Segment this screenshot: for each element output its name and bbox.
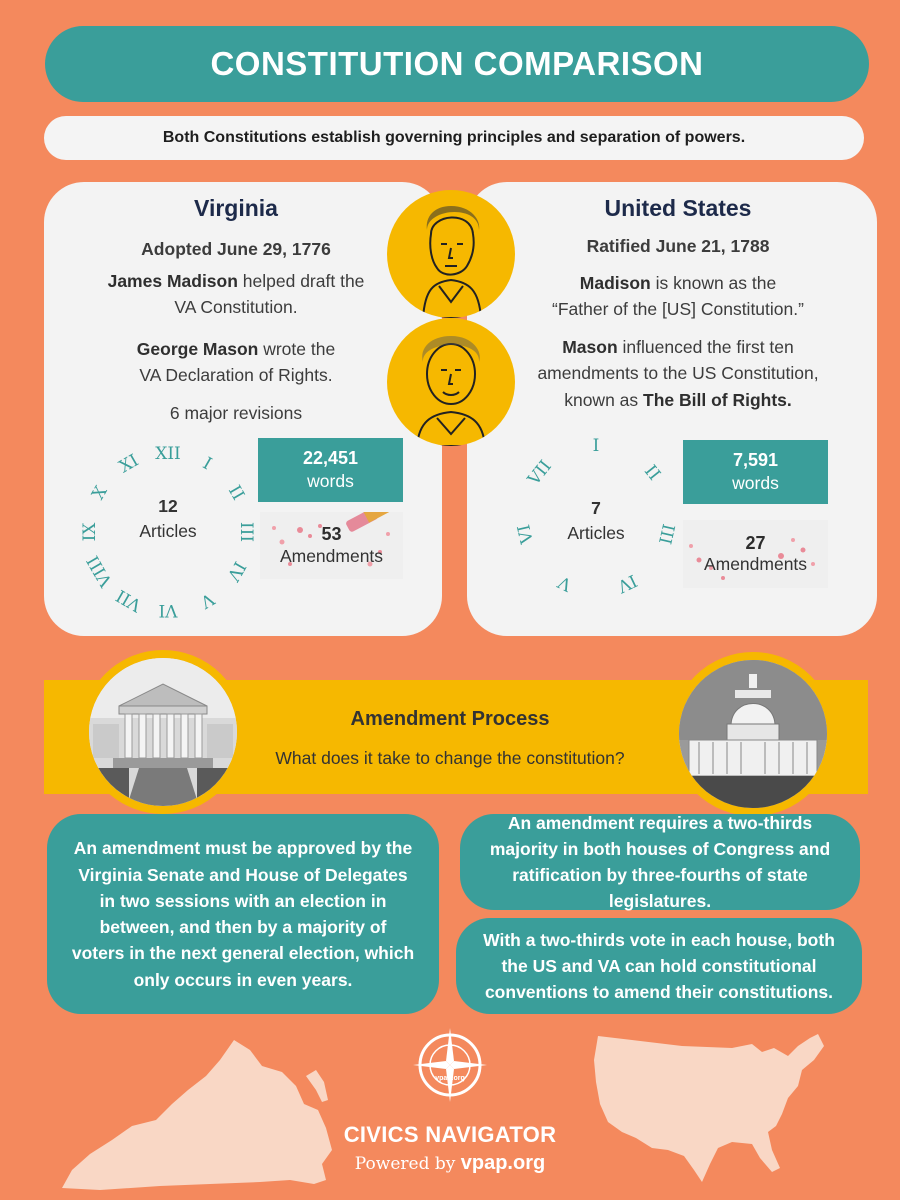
virginia-capitol-photo (81, 650, 245, 814)
us-madison-line1: is known as the (650, 273, 777, 293)
civics-navigator-brand: CIVICS NAVIGATOR (343, 1122, 557, 1147)
virginia-words-box (258, 438, 403, 502)
virginia-adopted-date: Adopted June 29, 1776 (141, 239, 331, 259)
us-heading: United States (604, 195, 752, 221)
va-clock-numeral-vi: VI (158, 600, 178, 620)
va-clock-numeral-viii: VIII (83, 551, 118, 591)
va-capitol-building-icon (89, 658, 237, 806)
us-clock-numeral-vii: VII (523, 456, 556, 490)
va-clock-numeral-xi: XI (115, 451, 143, 478)
us-madison-name: Madison (579, 273, 651, 293)
virginia-articles (118, 494, 218, 543)
us-clock-numeral-iii: III (654, 521, 679, 547)
virginia-revisions: 6 major revisions (169, 403, 303, 423)
us-clock-numeral-ii: II (640, 461, 665, 485)
virginia-articles-label: Articles (139, 520, 197, 541)
virginia-mason-name: George Mason (136, 339, 259, 359)
page-title: CONSTITUTION COMPARISON (210, 45, 704, 82)
powered-by-label: Powered by (354, 1154, 461, 1174)
virginia-madison-text (80, 268, 392, 321)
virginia-words-count: 22,451 (302, 448, 359, 469)
us-clock-numeral-i: I (592, 436, 600, 456)
us-articles (546, 496, 646, 545)
us-mason-line3: known as (564, 389, 644, 410)
us-words-label: words (732, 473, 779, 494)
virginia-amendments-count: 53 (321, 524, 342, 545)
va-clock-numeral-ii: II (223, 482, 248, 504)
va-clock-numeral-ix: IX (80, 522, 100, 542)
powered-by (0, 1152, 900, 1175)
us-amendment-text: An amendment requires a two-thirds majority in both houses of Congress and ratification by three-fourths of state legislatures. (489, 812, 831, 912)
virginia-mason-line1: wrote the (258, 339, 336, 359)
va-clock-numeral-iii: III (236, 521, 256, 543)
virginia-words-label: words (307, 471, 354, 492)
us-clock-numeral-vi: VI (513, 522, 538, 546)
us-articles-count: 7 (591, 498, 601, 518)
title-banner (45, 26, 869, 102)
james-madison-portrait (387, 190, 515, 318)
amendment-process-title: Amendment Process (350, 708, 550, 730)
us-words-count: 7,591 (732, 450, 779, 471)
va-clock-numeral-i: I (199, 454, 215, 475)
virginia-amendment-card (47, 814, 439, 1014)
us-mason-text (495, 334, 861, 413)
mason-engraving-icon (387, 318, 515, 446)
us-capitol-dome-icon (679, 660, 827, 808)
us-amendments-label: Amendments (703, 554, 808, 575)
us-madison-text (500, 270, 856, 323)
virginia-amendments-box (260, 512, 403, 579)
virginia-heading: Virginia (194, 195, 278, 221)
us-mason-name: Mason (562, 337, 618, 357)
amendment-process-subtitle: What does it take to change the constitution? (275, 748, 625, 768)
virginia-mason-text (80, 336, 392, 389)
va-clock-numeral-vii: VII (112, 584, 146, 615)
madison-engraving-icon (387, 190, 515, 318)
us-amendments-count: 27 (745, 532, 766, 553)
bill-of-rights: The Bill of Rights. (643, 389, 792, 410)
virginia-madison-name: James Madison (107, 271, 238, 291)
us-mason-line1: influenced the first ten (617, 337, 794, 357)
vpap-link[interactable]: vpap.org (460, 1152, 546, 1174)
us-madison-line2: “Father of the [US] Constitution.” (552, 299, 804, 320)
logo-site-text: vpap.org (435, 1075, 465, 1082)
convention-text: With a two-thirds vote in each house, both the US and VA can hold constitutional conventions to amend their constitutions. (483, 929, 835, 1003)
virginia-mason-line2: VA Declaration of Rights. (139, 365, 333, 386)
us-amendments-box (683, 520, 828, 588)
subtitle-banner (44, 116, 864, 160)
virginia-amendment-text: An amendment must be approved by the Virginia Senate and House of Delegates in two sessions with an election in between, and then by a majority of voters in the next general election, which only occurs in even years. (71, 838, 415, 990)
us-ratified-date: Ratified June 21, 1788 (586, 236, 770, 256)
us-amendment-card (460, 814, 860, 910)
us-articles-label: Articles (567, 522, 625, 543)
us-capitol-photo (671, 652, 835, 816)
virginia-madison-line1: helped draft the (237, 271, 365, 291)
us-words-box (683, 440, 828, 504)
va-clock-numeral-xii: XII (155, 444, 181, 464)
virginia-madison-line2: VA Constitution. (174, 297, 298, 318)
va-clock-numeral-iv: IV (222, 557, 249, 585)
us-clock-numeral-v: V (554, 571, 575, 595)
us-mason-line2: amendments to the US Constitution, (537, 363, 819, 384)
compass-icon (413, 1028, 487, 1102)
page-subtitle: Both Constitutions establish governing principles and separation of powers. (162, 129, 746, 146)
vpap-compass-logo (413, 1028, 487, 1102)
us-clock-numeral-iv: IV (614, 569, 641, 596)
virginia-amendments-label: Amendments (279, 545, 384, 566)
virginia-articles-count: 12 (158, 496, 178, 516)
george-mason-portrait (387, 318, 515, 446)
va-clock-numeral-v: V (196, 587, 218, 612)
va-clock-numeral-x: X (88, 482, 113, 504)
convention-card (456, 918, 862, 1014)
